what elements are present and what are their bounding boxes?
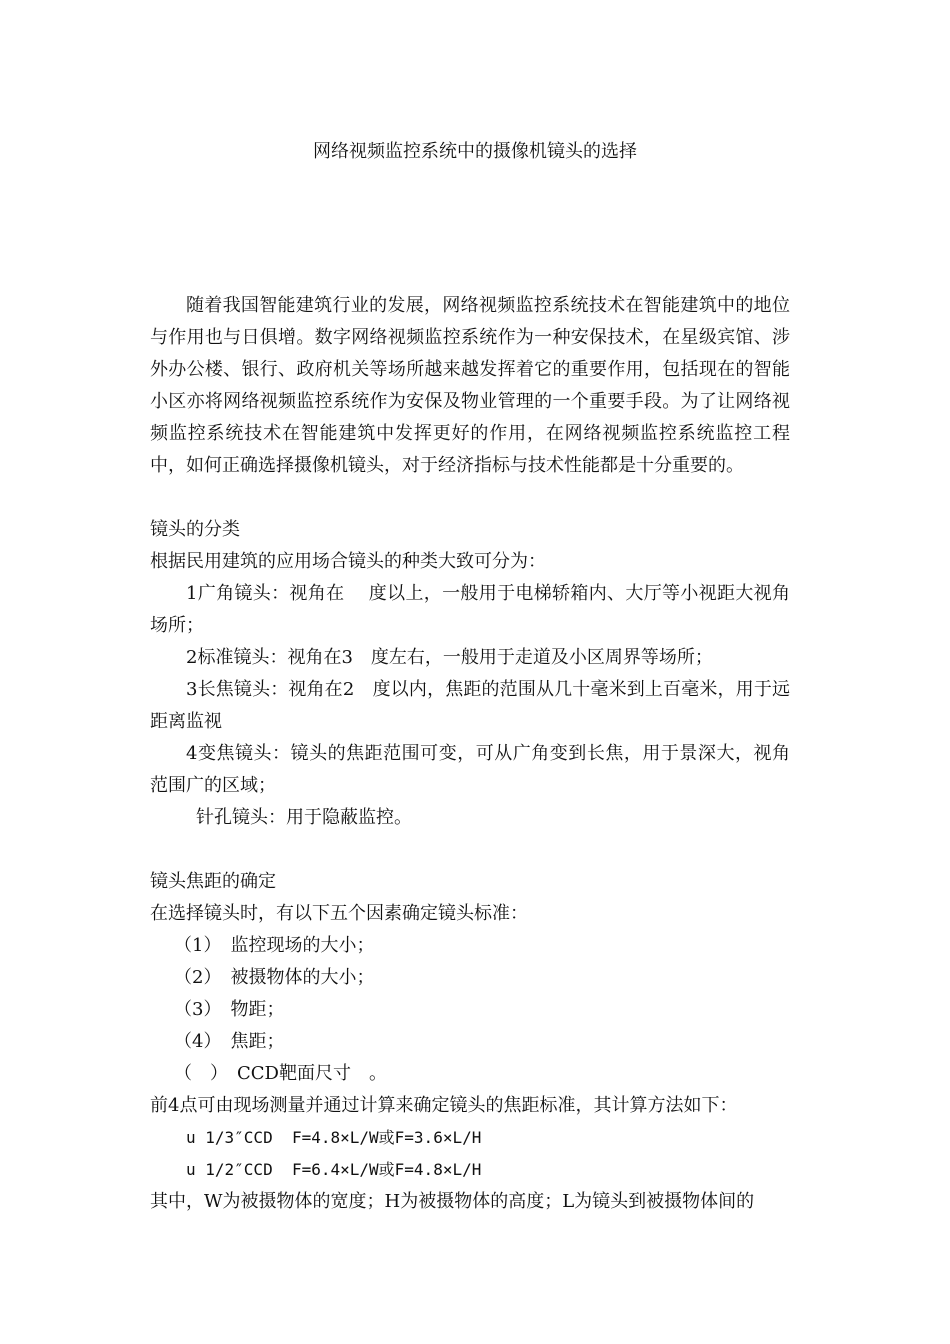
calculation-lead: 前4点可由现场测量并通过计算来确定镜头的焦距标准，其计算方法如下： bbox=[150, 1095, 738, 1116]
factor-item: （ ） CCD靶面尺寸 。 bbox=[174, 1063, 387, 1084]
document-title: 网络视频监控系统中的摄像机镜头的选择 bbox=[313, 141, 637, 162]
section-heading-lens-types: 镜头的分类 bbox=[150, 519, 240, 540]
formula-line: u 1/2″CCD F=6.4×L/W或F=4.8×L/H bbox=[186, 1160, 482, 1179]
intro-paragraph: 随着我国智能建筑行业的发展，网络视频监控系统技术在智能建筑中的地位与作用也与日俱增。数字网络视频监控系统作为一种安保技术，在星级宾馆、涉外办公楼、银行、政府机关等场所越来越发挥着它的重要作用，包括现在的智能小区亦将网络视频监控系统作为安保及物业管理的一个重要手段。为了让网络视频监控系统技术在智能建筑中发挥更好的作用，在网络视频监控系统监控工程中，如何正确选择摄像机镜头，对于经济指标与技术性能都是十分重要的。 bbox=[150, 295, 790, 476]
document-body bbox=[150, 290, 790, 1218]
factor-item: （3） 物距； bbox=[174, 999, 285, 1020]
lens-type-item: 4变焦镜头：镜头的焦距范围可变，可从广角变到长焦，用于景深大，视角范围广的区域； bbox=[150, 743, 790, 796]
spacer bbox=[150, 482, 790, 514]
lens-type-item: 1广角镜头：视角在 度以上，一般用于电梯轿箱内、大厅等小视距大视角场所； bbox=[150, 583, 790, 636]
lens-type-item-pinhole: 针孔镜头：用于隐蔽监控。 bbox=[196, 807, 412, 828]
formula-line: u 1/3″CCD F=4.8×L/W或F=3.6×L/H bbox=[186, 1128, 482, 1147]
factor-item: （1） 监控现场的大小； bbox=[174, 935, 375, 956]
section-heading-focal-length: 镜头焦距的确定 bbox=[150, 871, 276, 892]
lens-type-item: 3长焦镜头：视角在2 度以内，焦距的范围从几十毫米到上百毫米，用于远距离监视 bbox=[150, 679, 790, 732]
lens-types-lead: 根据民用建筑的应用场合镜头的种类大致可分为： bbox=[150, 551, 546, 572]
focal-length-lead: 在选择镜头时，有以下五个因素确定镜头标准： bbox=[150, 903, 528, 924]
factor-item: （2） 被摄物体的大小； bbox=[174, 967, 375, 988]
definitions-line: 其中，W为被摄物体的宽度；H为被摄物体的高度；L为镜头到被摄物体间的 bbox=[150, 1191, 755, 1212]
lens-type-item: 2标准镜头：视角在3 度左右，一般用于走道及小区周界等场所； bbox=[186, 647, 713, 668]
spacer bbox=[150, 834, 790, 866]
factor-item: （4） 焦距； bbox=[174, 1031, 285, 1052]
